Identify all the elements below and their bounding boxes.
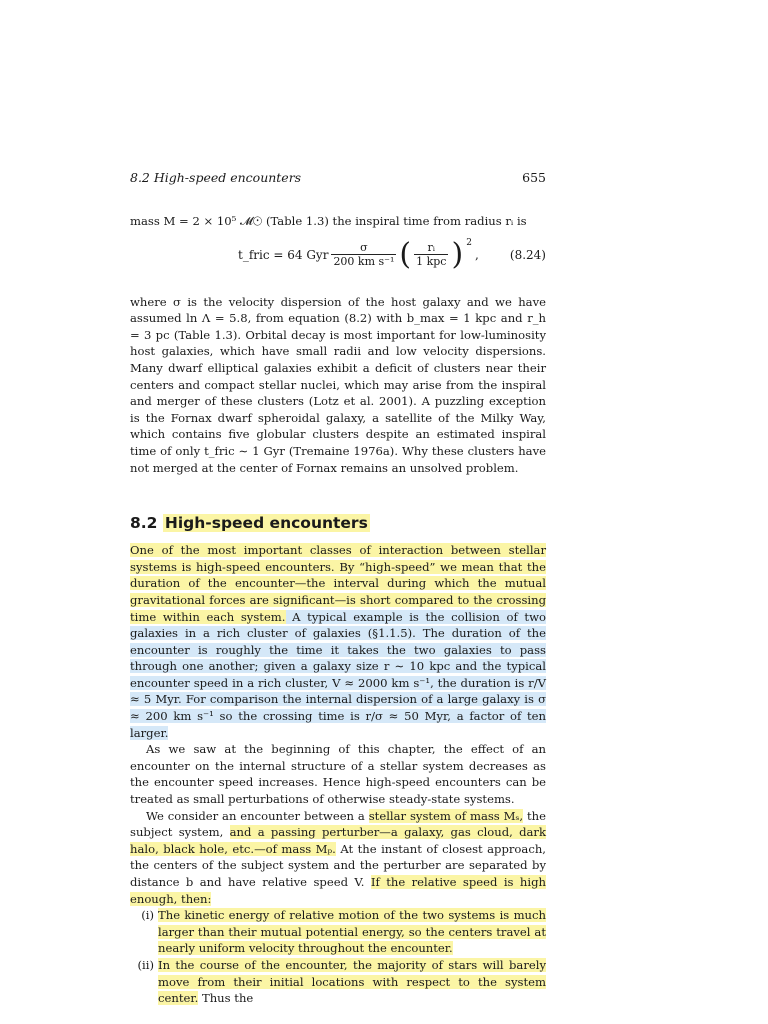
fraction-numerator: σ bbox=[360, 241, 368, 255]
highlight-blue: For comparison the internal dispersion of a large galaxy is σ ≈ 200 km s⁻¹ so the crossing time is r/σ ≈ 50 Myr, a factor of ten larger. bbox=[130, 692, 546, 740]
enumerated-list bbox=[130, 907, 546, 1007]
fraction-denominator: 200 km s⁻¹ bbox=[333, 255, 395, 269]
highlight-yellow: If the relative speed is high enough, then: bbox=[130, 875, 546, 906]
fraction-denominator: 1 kpc bbox=[416, 255, 447, 269]
highlight-yellow: In the course of the encounter, the majority of stars will barely move from their initial locations with respect to the system center. bbox=[158, 957, 546, 1006]
paragraph-orbital-decay: where σ is the velocity dispersion of the host galaxy and we have assumed ln Λ = 5.8, from equation (8.2) with b_max = 1 kpc and r_h = 3 pc (Table 1.3). Orbital decay is most important for low-luminosity host galaxies, which have small radii and low velocity dispersions. Many dwarf elliptical galaxies exhibit a deficit of clusters near their centers and compact stellar nuclei, which may arise from the inspiral and merger of these clusters (Lotz et al. 2001). A puzzling exception is the Fornax dwarf spheroidal galaxy, a satellite of the Milky Way, which contains five globular clusters despite an estimated inspiral time of only t_fric ∼ 1 Gyr (Tremaine 1976a). Why these clusters have not merged at the center of Fornax remains an unsolved problem. bbox=[130, 294, 546, 475]
equation-exponent: 2 bbox=[466, 237, 472, 248]
running-header bbox=[130, 170, 546, 185]
paragraph-encounter-setup bbox=[130, 808, 546, 908]
fraction-numerator: rᵢ bbox=[427, 241, 436, 255]
text-run: Thus the bbox=[198, 991, 254, 1006]
equation-trailing-comma: , bbox=[474, 247, 479, 262]
text-run: the subject system, bbox=[130, 808, 546, 840]
running-header-section: 8.2 High-speed encounters bbox=[130, 170, 302, 185]
list-item-label: (i) bbox=[141, 908, 154, 923]
list-item bbox=[130, 957, 546, 1007]
equation-8-24: t_fric = 64 Gyr $\frac{\sigma}{\text{200 km s⁻¹}}$ ( $\frac{\text{rᵢ}}{\text{1 kpc}}$ ) 2 , (8.24) bbox=[238, 236, 546, 272]
paragraph-encounter-effect: As we saw at the beginning of this chapter, the effect of an encounter on the internal structure of a stellar system decreases as the encounter speed increases. Hence high-speed encounters can be treated as small perturbations of otherwise steady-state systems. bbox=[130, 742, 546, 807]
highlight-yellow: and a passing perturber—a galaxy, gas cloud, dark halo, black hole, etc.—of mass Mₚ. bbox=[130, 825, 547, 856]
paragraph-high-speed-definition bbox=[130, 542, 546, 741]
highlight-yellow: By “high-speed” we mean that the duration of the encounter—the interval during which the mutual gravitational forces are significant—is short compared to the crossing time within each system. bbox=[130, 559, 546, 624]
book-page bbox=[130, 170, 546, 1007]
list-item bbox=[130, 907, 546, 957]
highlight-blue: A typical example is the collision of two galaxies in a rich cluster of galaxies (§1.1.5). The duration of the encounter is roughly the time it takes the two galaxies to pass through one another; given a galaxy size r ∼ 10 kpc and the typical encounter speed in a rich cluster, V ≈ 2000 km s⁻¹, the duration is r/V ≈ 5 Myr. bbox=[130, 609, 546, 707]
list-item-label: (ii) bbox=[137, 957, 154, 972]
equation-fraction-radius bbox=[414, 241, 448, 268]
equation-lhs: t_fric = 64 Gyr bbox=[238, 247, 329, 262]
text-run: At the instant of closest approach, the centers of the subject system and the perturber are separated by distance b and have relative speed V. bbox=[130, 841, 546, 889]
equation-number: (8.24) bbox=[509, 247, 546, 262]
section-title: High-speed encounters bbox=[164, 514, 368, 533]
highlight-yellow: One of the most important classes of interaction between stellar systems is high-speed encounters. bbox=[130, 543, 546, 574]
equation-fraction-sigma bbox=[331, 241, 396, 268]
text-run: We consider an encounter between a bbox=[146, 808, 369, 823]
highlight-yellow: The kinetic energy of relative motion of the two systems is much larger than their mutual potential energy, so the centers travel at nearly uniform velocity throughout the encounter. bbox=[158, 908, 546, 956]
highlight-yellow: stellar system of mass Mₛ, bbox=[368, 808, 524, 823]
section-number: 8.2 bbox=[130, 514, 158, 533]
intro-line: mass M = 2 × 10⁵ 𝓜☉ (Table 1.3) the inspiral time from radius rᵢ is bbox=[130, 214, 527, 228]
page-number: 655 bbox=[522, 170, 546, 185]
section-heading bbox=[130, 514, 546, 532]
